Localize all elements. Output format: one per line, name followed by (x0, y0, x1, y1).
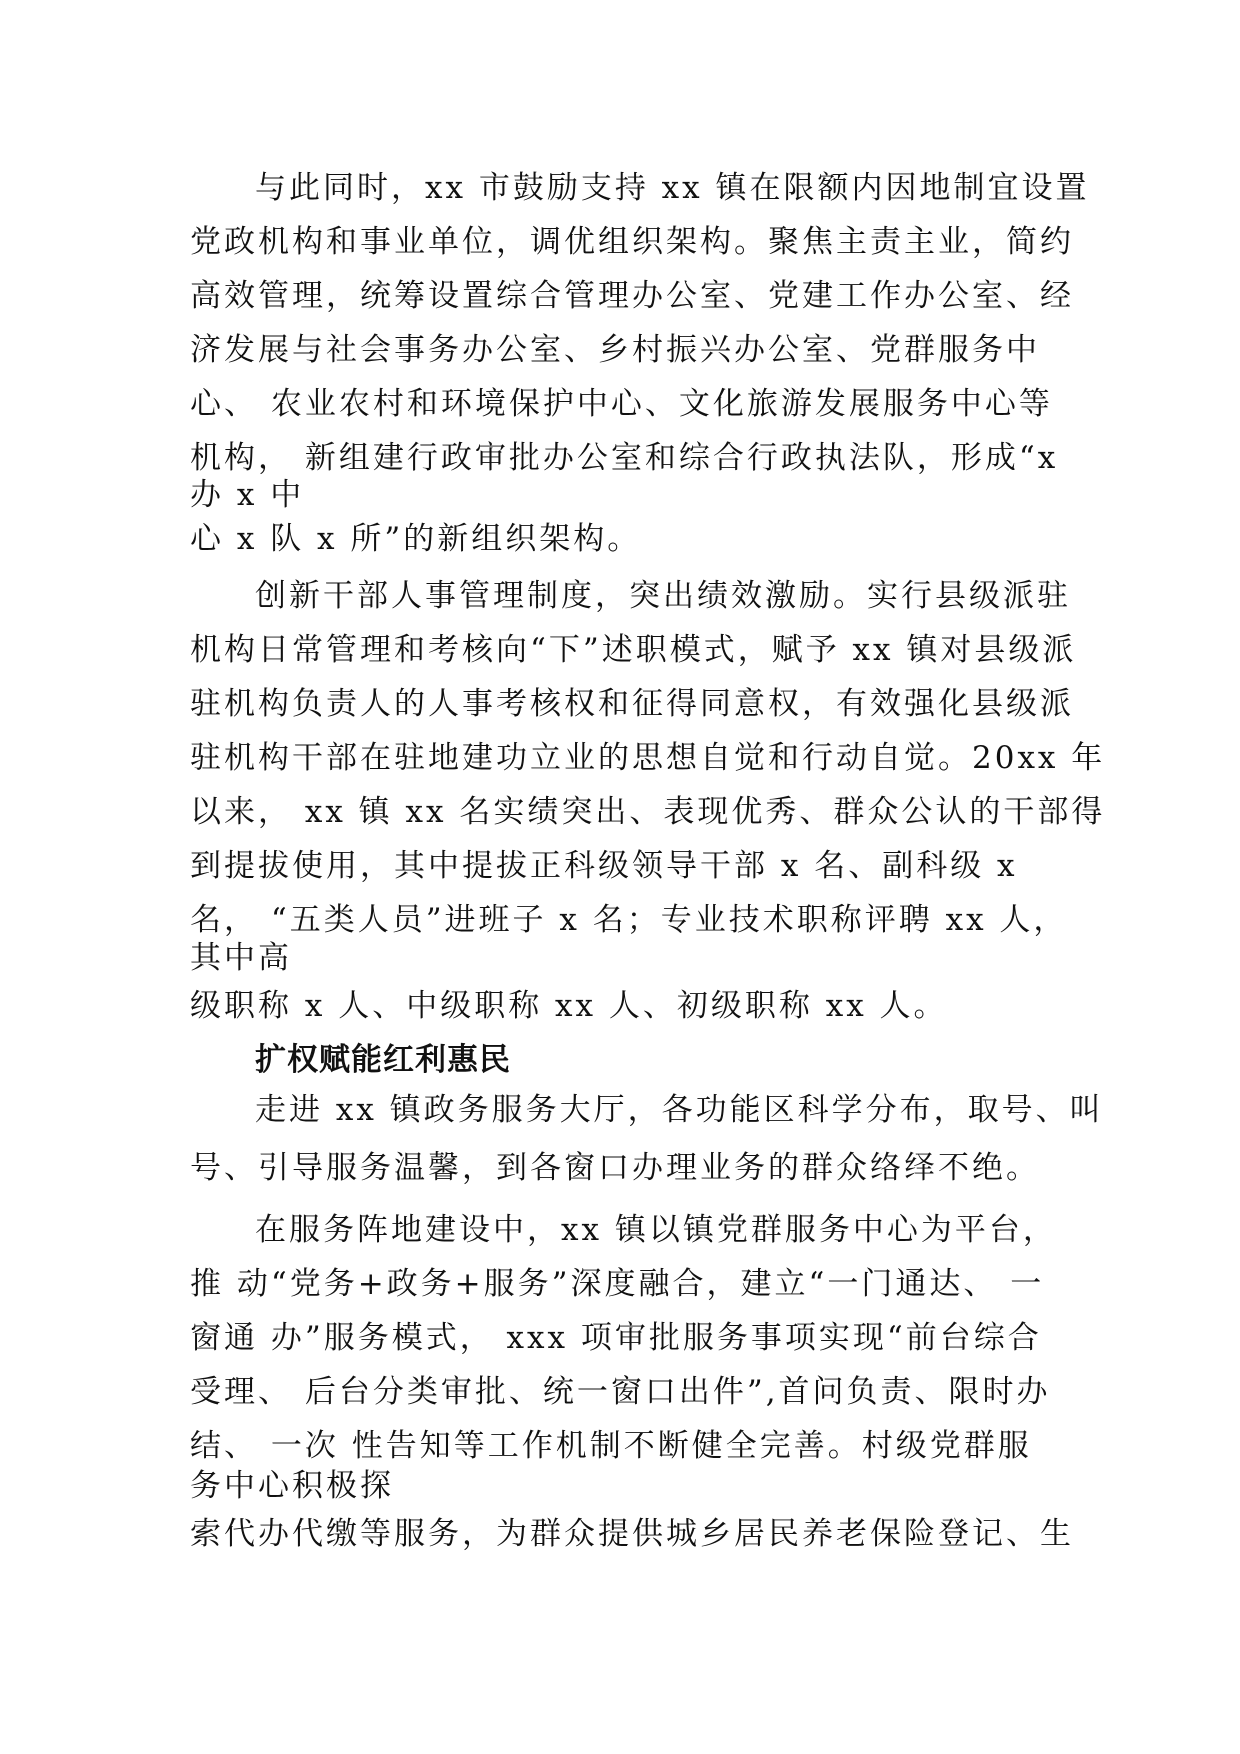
paragraph-4-line-7: 索代办代缴等服务，为群众提供城乡居民养老保险登记、生 (190, 1516, 1074, 1552)
paragraph-2-line-2: 机构日常管理和考核向“下”述职模式，赋予 xx 镇对县级派 (190, 632, 1077, 668)
section-heading: 扩权赋能红利惠民 (255, 1042, 511, 1078)
paragraph-4-line-4: 受理、 后台分类审批、统一窗口出件”,首问负责、限时办 (190, 1374, 1051, 1410)
paragraph-1-line-1: 与此同时，xx 市鼓励支持 xx 镇在限额内因地制宜设置 (255, 170, 1090, 206)
paragraph-2-line-9: 级职称 x 人、中级职称 xx 人、初级职称 xx 人。 (190, 988, 948, 1024)
paragraph-3-line-2: 号、引导服务温馨，到各窗口办理业务的群众络绎不绝。 (190, 1150, 1040, 1186)
paragraph-1-line-2: 党政机构和事业单位，调优组织架构。聚焦主责主业，简约 (190, 224, 1074, 260)
paragraph-2-line-7: 名， “五类人员”进班子 x 名；专业技术职称评聘 xx 人， (190, 902, 1068, 938)
paragraph-1-line-7: 办 x 中 (190, 477, 305, 513)
paragraph-4-line-3: 窗通 办”服务模式， xxx 项审批服务事项实现“前台综合 (190, 1320, 1042, 1356)
paragraph-4-line-1: 在服务阵地建设中，xx 镇以镇党群服务中心为平台， (255, 1212, 1057, 1248)
paragraph-4-line-6: 务中心积极探 (190, 1468, 394, 1504)
paragraph-2-line-8: 其中高 (190, 940, 292, 976)
paragraph-2-line-5: 以来， xx 镇 xx 名实绩突出、表现优秀、群众公认的干部得 (190, 794, 1106, 830)
paragraph-1-line-5: 心、 农业农村和环境保护中心、文化旅游发展服务中心等 (190, 386, 1053, 422)
paragraph-2-line-1: 创新干部人事管理制度，突出绩效激励。实行县级派驻 (255, 578, 1071, 614)
paragraph-2-line-3: 驻机构负责人的人事考核权和征得同意权，有效强化县级派 (190, 686, 1074, 722)
paragraph-2-line-6: 到提拔使用，其中提拔正科级领导干部 x 名、副科级 x (190, 848, 1018, 884)
paragraph-3-line-1: 走进 xx 镇政务服务大厅，各功能区科学分布，取号、叫 (255, 1092, 1104, 1128)
paragraph-1-line-3: 高效管理，统筹设置综合管理办公室、党建工作办公室、经 (190, 278, 1074, 314)
paragraph-2-line-4: 驻机构干部在驻地建功立业的思想自觉和行动自觉。20xx 年 (190, 740, 1106, 776)
paragraph-4-line-2: 推 动“党务+政务+服务”深度融合，建立“一门通达、 一 (190, 1266, 1045, 1302)
paragraph-1-line-4: 济发展与社会事务办公室、乡村振兴办公室、党群服务中 (190, 332, 1040, 368)
paragraph-1-line-6: 机构， 新组建行政审批办公室和综合行政执法队，形成“x (190, 440, 1059, 476)
paragraph-4-line-5: 结、 一次 性告知等工作机制不断健全完善。村级党群服 (190, 1428, 1032, 1464)
paragraph-1-line-8: 心 x 队 x 所”的新组织架构。 (190, 521, 642, 557)
